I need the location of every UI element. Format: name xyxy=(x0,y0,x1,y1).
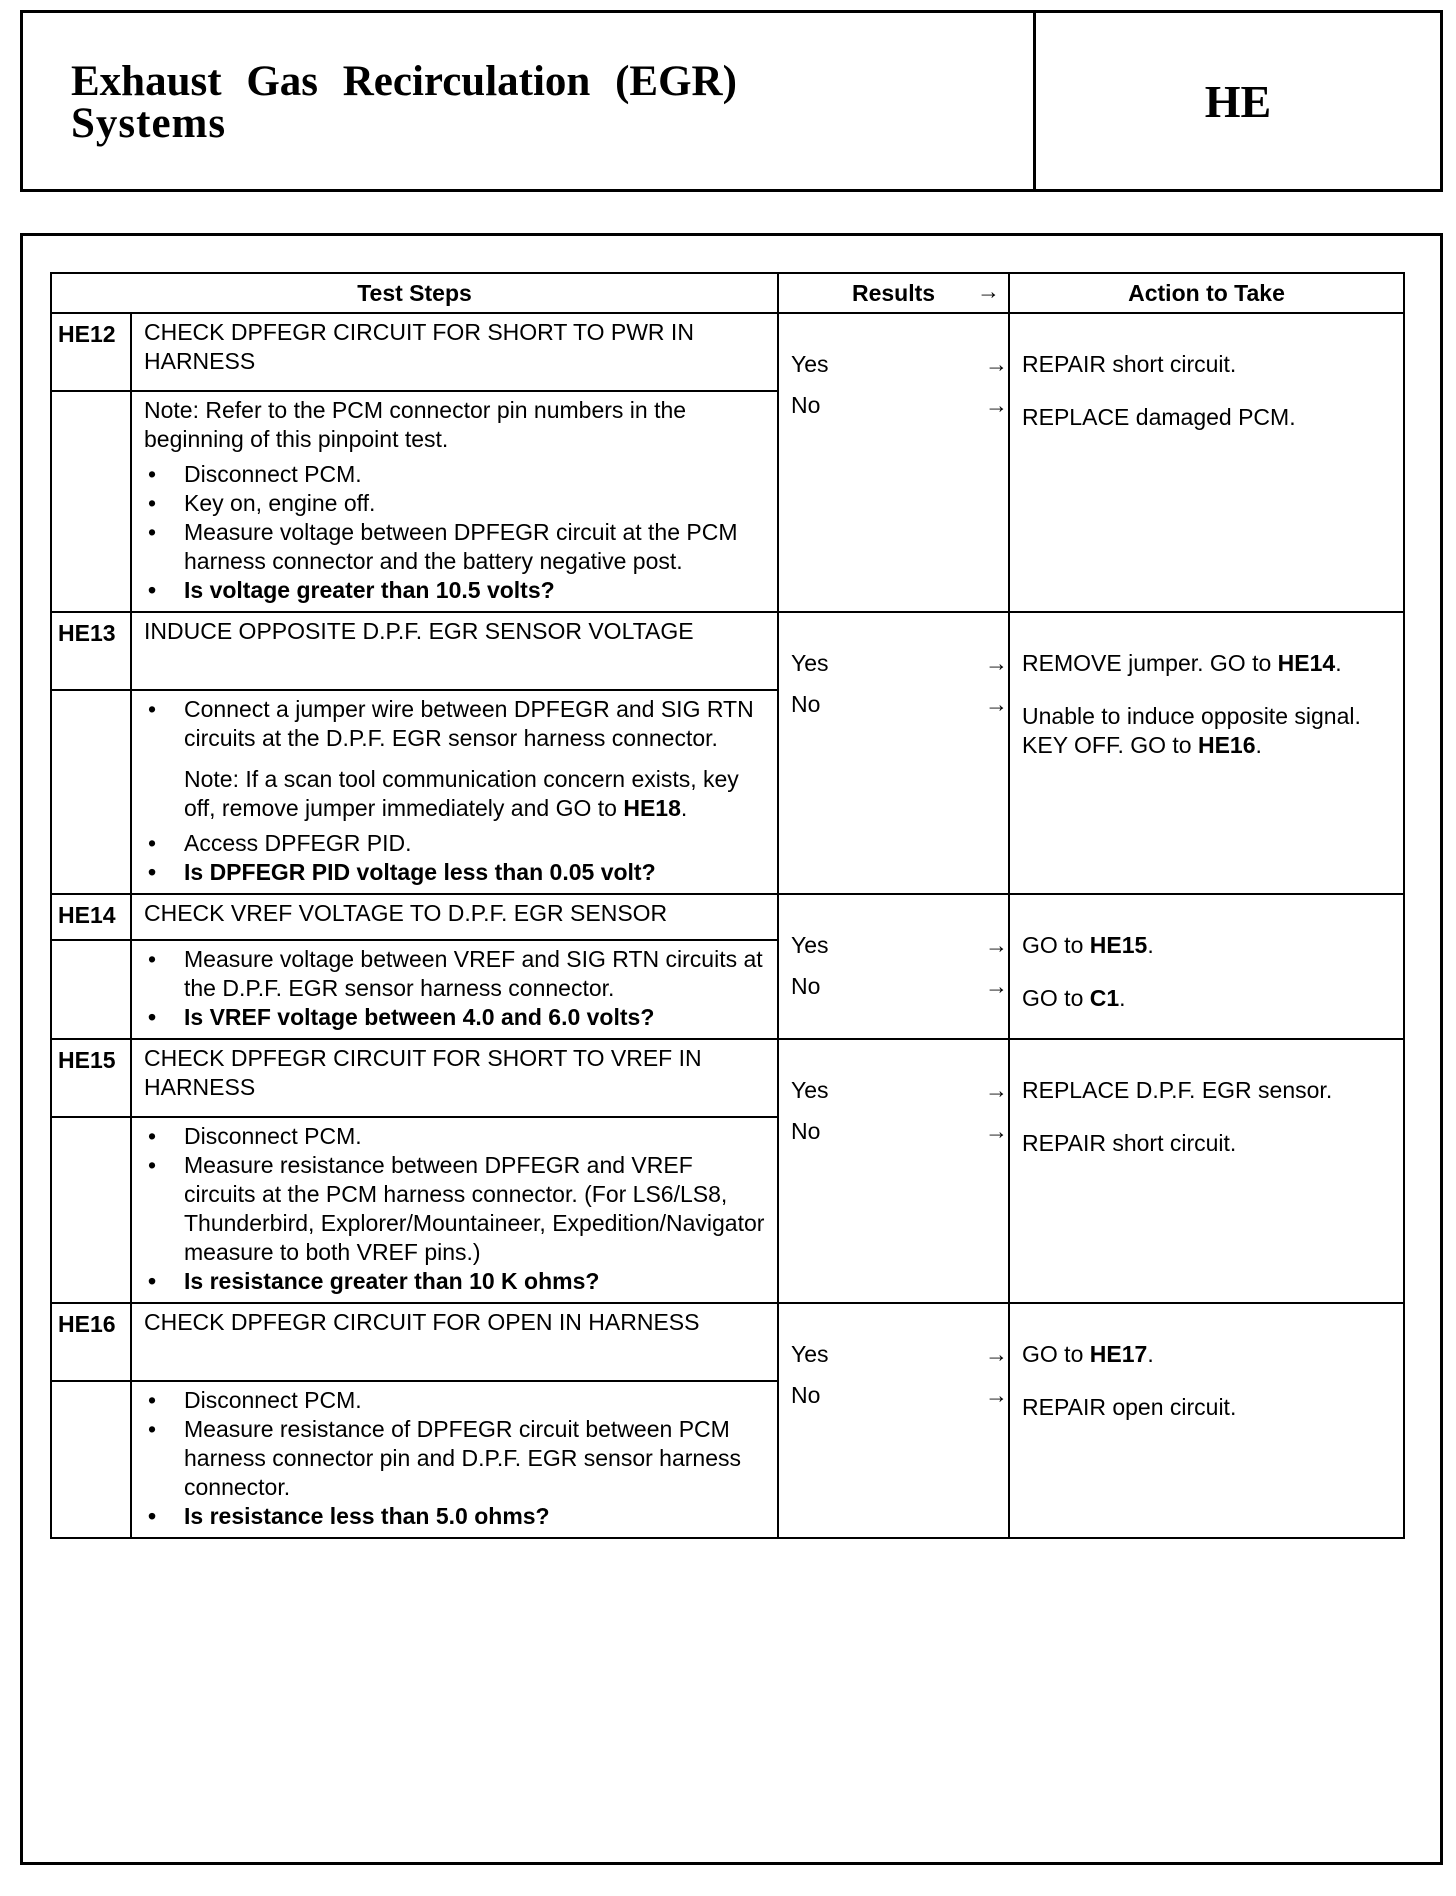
result-label: Yes xyxy=(791,351,829,377)
step-results xyxy=(778,612,1009,894)
action-punct: . xyxy=(1255,732,1262,758)
step-results xyxy=(778,313,1009,612)
step-reference: HE18 xyxy=(623,795,681,821)
arrow-right-icon: → xyxy=(985,392,1009,418)
step-title: CHECK DPFEGR CIRCUIT FOR SHORT TO PWR IN HARNESS xyxy=(131,313,778,391)
page-title xyxy=(71,58,991,147)
section-code: HE xyxy=(1204,75,1272,127)
action-text: GO to xyxy=(1022,985,1090,1011)
step-results xyxy=(778,1039,1009,1303)
step-id-blank xyxy=(51,690,131,894)
result-no xyxy=(791,391,1009,432)
step-bullets xyxy=(144,695,767,753)
step-title: CHECK VREF VOLTAGE TO D.P.F. EGR SENSOR xyxy=(131,894,778,940)
result-label: No xyxy=(791,1118,821,1144)
step-bullet: • Connect a jumper wire between DPFEGR and SIG RTN circuits at the D.P.F. EGR sensor harness connector. xyxy=(144,695,767,753)
arrow-right-icon: → xyxy=(985,973,1009,999)
action-text: Unable to induce opposite signal. KEY OFF. GO to xyxy=(1022,703,1361,758)
note-punct: . xyxy=(680,795,688,821)
action-punct: . xyxy=(1119,985,1126,1011)
arrow-right-icon: → xyxy=(985,351,1009,377)
col-header-results-label: Results xyxy=(851,279,936,306)
step-id: HE14 xyxy=(51,894,131,940)
result-label: No xyxy=(791,691,821,717)
result-yes xyxy=(791,1340,1009,1381)
step-reference: C1 xyxy=(1089,985,1120,1011)
action-yes: REPAIR short circuit. xyxy=(1022,351,1237,377)
step-id-blank xyxy=(51,940,131,1039)
step-title: INDUCE OPPOSITE D.P.F. EGR SENSOR VOLTAGE xyxy=(131,612,778,690)
arrow-right-icon: → xyxy=(985,650,1009,676)
note-text: Note: If a scan tool communication concern exists, key off, remove jumper immediately and GO to xyxy=(184,766,739,821)
result-label: No xyxy=(791,1382,821,1408)
action-yes: REPLACE D.P.F. EGR sensor. xyxy=(1022,1077,1333,1103)
result-label: No xyxy=(791,392,821,418)
step-body xyxy=(131,690,778,894)
action-text: REMOVE jumper. GO to xyxy=(1022,650,1278,676)
step-body xyxy=(131,1117,778,1303)
step-title: CHECK DPFEGR CIRCUIT FOR OPEN IN HARNESS xyxy=(131,1303,778,1381)
step-id-blank xyxy=(51,1117,131,1303)
pinpoint-test-table xyxy=(50,272,1405,1539)
step-bullet: • Key on, engine off. xyxy=(144,489,767,518)
step-question: • Is resistance greater than 10 K ohms? xyxy=(144,1267,767,1296)
action-text: GO to xyxy=(1022,932,1090,958)
step-results xyxy=(778,1303,1009,1538)
step-id: HE15 xyxy=(51,1039,131,1117)
step-reference: HE14 xyxy=(1277,650,1336,676)
step-note: Note: Refer to the PCM connector pin numbers in the beginning of this pinpoint test. xyxy=(144,397,687,452)
step-bullet: • Measure voltage between VREF and SIG RTN circuits at the D.P.F. EGR sensor harness connector. xyxy=(144,945,767,1003)
action-no xyxy=(1022,702,1393,760)
col-header-results xyxy=(778,273,1009,313)
result-label: Yes xyxy=(791,932,829,958)
result-yes xyxy=(791,1076,1009,1117)
action-yes xyxy=(1022,649,1393,690)
arrow-right-icon: → xyxy=(985,1077,1009,1103)
step-actions xyxy=(1009,1303,1404,1538)
result-label: Yes xyxy=(791,650,829,676)
step-title-row xyxy=(51,612,1404,690)
step-question: • Is resistance less than 5.0 ohms? xyxy=(144,1502,767,1531)
step-body xyxy=(131,940,778,1039)
arrow-right-icon: → xyxy=(985,932,1009,958)
result-label: Yes xyxy=(791,1077,829,1103)
page-header xyxy=(20,10,1443,192)
page-title-line2: Systems xyxy=(71,100,227,147)
action-yes xyxy=(1022,1340,1393,1381)
action-punct: . xyxy=(1147,932,1154,958)
action-punct: . xyxy=(1147,1341,1154,1367)
step-id: HE12 xyxy=(51,313,131,391)
action-text: GO to xyxy=(1022,1341,1090,1367)
step-bullet: • Measure voltage between DPFEGR circuit at the PCM harness connector and the battery negative post. xyxy=(144,518,767,576)
arrow-right-icon: → xyxy=(985,1118,1009,1144)
col-header-action: Action to Take xyxy=(1009,273,1404,313)
step-id: HE16 xyxy=(51,1303,131,1381)
step-title-row xyxy=(51,1303,1404,1381)
action-yes xyxy=(1022,931,1393,972)
step-bullets xyxy=(144,1386,767,1531)
page-title-line1: Exhaust Gas Recirculation (EGR) xyxy=(71,58,737,105)
step-title: CHECK DPFEGR CIRCUIT FOR SHORT TO VREF IN HARNESS xyxy=(131,1039,778,1117)
step-title-row xyxy=(51,313,1404,391)
step-reference: HE16 xyxy=(1197,732,1256,758)
step-bullet: • Disconnect PCM. xyxy=(144,1122,767,1151)
step-bullets xyxy=(144,829,767,887)
step-question: • Is DPFEGR PID voltage less than 0.05 volt? xyxy=(144,858,767,887)
result-no xyxy=(791,1381,1009,1422)
action-punct: . xyxy=(1335,650,1342,676)
step-note xyxy=(184,765,767,823)
arrow-right-icon: → xyxy=(985,1382,1009,1408)
step-title-row xyxy=(51,1039,1404,1117)
col-header-test-steps: Test Steps xyxy=(51,273,778,313)
step-bullets xyxy=(144,460,767,605)
result-yes xyxy=(791,350,1009,391)
step-reference: HE17 xyxy=(1089,1341,1148,1367)
step-bullet: • Disconnect PCM. xyxy=(144,460,767,489)
arrow-right-icon: → xyxy=(985,1341,1009,1367)
result-label: No xyxy=(791,973,821,999)
step-results xyxy=(778,894,1009,1039)
step-bullets xyxy=(144,1122,767,1296)
step-actions xyxy=(1009,313,1404,612)
step-actions xyxy=(1009,612,1404,894)
step-bullets xyxy=(144,945,767,1032)
result-no xyxy=(791,1117,1009,1158)
step-bullet: • Measure resistance between DPFEGR and VREF circuits at the PCM harness connector. (For LS6/LS8, Thunderbird, Explorer/Mountaineer, Expedition/Navigator measure to both VREF pins.) xyxy=(144,1151,767,1267)
action-no: REPAIR short circuit. xyxy=(1022,1130,1237,1156)
step-question: • Is VREF voltage between 4.0 and 6.0 volts? xyxy=(144,1003,767,1032)
step-bullet: • Measure resistance of DPFEGR circuit between PCM harness connector pin and D.P.F. EGR sensor harness connector. xyxy=(144,1415,767,1502)
result-label: Yes xyxy=(791,1341,829,1367)
action-no xyxy=(1022,984,1393,1025)
step-bullet: • Access DPFEGR PID. xyxy=(144,829,767,858)
step-bullet: • Disconnect PCM. xyxy=(144,1386,767,1415)
step-question: • Is voltage greater than 10.5 volts? xyxy=(144,576,767,605)
step-title-row xyxy=(51,894,1404,940)
step-id: HE13 xyxy=(51,612,131,690)
action-no: REPLACE damaged PCM. xyxy=(1022,404,1296,430)
step-actions xyxy=(1009,1039,1404,1303)
result-no xyxy=(791,972,1009,1013)
arrow-right-icon: → xyxy=(985,691,1009,717)
arrow-right-icon: → xyxy=(977,278,1001,304)
step-id-blank xyxy=(51,391,131,612)
step-body xyxy=(131,391,778,612)
action-no: REPAIR open circuit. xyxy=(1022,1394,1237,1420)
step-reference: HE15 xyxy=(1089,932,1148,958)
table-header-row xyxy=(51,273,1404,313)
result-yes xyxy=(791,649,1009,690)
step-id-blank xyxy=(51,1381,131,1538)
result-yes xyxy=(791,931,1009,972)
step-body xyxy=(131,1381,778,1538)
step-actions xyxy=(1009,894,1404,1039)
result-no xyxy=(791,690,1009,731)
